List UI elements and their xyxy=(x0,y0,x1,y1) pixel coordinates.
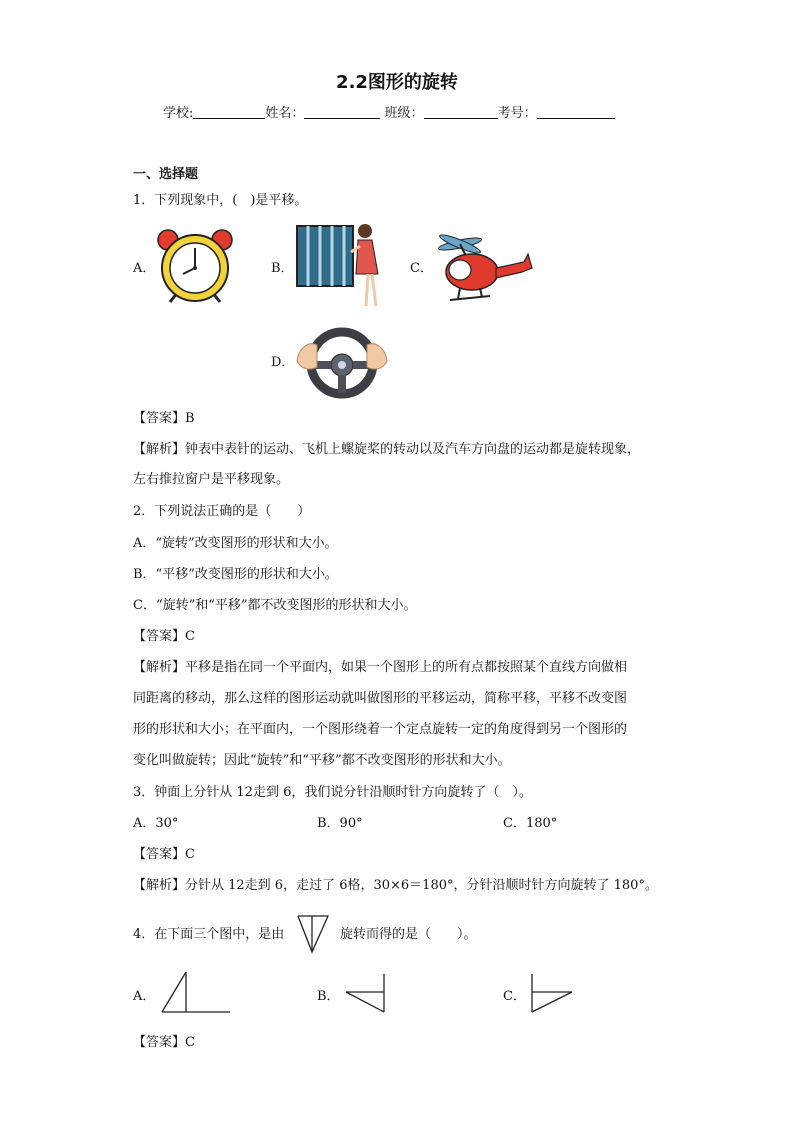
helicopter-icon xyxy=(436,232,536,306)
q3-option-c: C．180° xyxy=(503,816,558,831)
q4-answer: 【答案】C xyxy=(133,1035,195,1050)
q2-analysis-line-1: 【解析】平移是指在同一个平面内，如果一个图形上的所有点都按照某个直线方向做相 xyxy=(133,660,628,675)
school-label: 学校: xyxy=(163,106,194,121)
page-title: 2.2图形的旋转 xyxy=(336,72,458,93)
question-4-stem-part-1: 4．在下面三个图中，是由 xyxy=(133,927,285,942)
q2-analysis-line-2: 同距离的移动，那么这样的图形运动就叫做图形的平移运动，简称平移，平移不改变图 xyxy=(133,691,628,706)
question-3-stem: 3．钟面上分针从 12走到 6，我们说分针沿顺时针方向旋转了（ ）。 xyxy=(133,785,532,800)
exam-no-label: 考号： xyxy=(497,106,537,121)
q1-option-d-label: D． xyxy=(271,355,295,370)
section-heading: 一、选择题 xyxy=(133,167,199,182)
q4-option-b-label: B． xyxy=(317,989,340,1004)
school-blank[interactable] xyxy=(193,106,265,119)
q1-answer: 【答案】B xyxy=(133,411,195,426)
q1-analysis-line-1: 【解析】钟表中表针的运动、飞机上螺旋桨的转动以及汽车方向盘的运动都是旋转现象， xyxy=(133,442,641,457)
question-4-stem-part-2: 旋转而得的是（ ）。 xyxy=(340,927,477,942)
student-info-line xyxy=(163,102,615,121)
q3-option-b: B．90° xyxy=(317,816,363,831)
q2-option-c: C．“旋转”和“平移”都不改变图形的形状和大小。 xyxy=(133,598,417,613)
q1-option-a-label: A． xyxy=(133,261,156,276)
q2-answer: 【答案】C xyxy=(133,629,195,644)
question-2-stem: 2．下列说法正确的是（ ） xyxy=(133,504,311,519)
name-blank[interactable] xyxy=(304,106,380,119)
exam-no-blank[interactable] xyxy=(537,106,615,119)
q4-option-c-shape xyxy=(528,970,578,1016)
q2-option-a: A．“旋转”改变图形的形状和大小。 xyxy=(133,536,338,551)
q1-option-c-label: C． xyxy=(410,261,433,276)
steering-wheel-icon xyxy=(295,325,389,397)
question-1-stem: 1．下列现象中，( )是平移。 xyxy=(133,193,308,208)
q4-reference-shape xyxy=(296,914,330,956)
class-label: 班级： xyxy=(384,106,424,121)
q2-option-b: B．“平移”改变图形的形状和大小。 xyxy=(133,567,338,582)
q1-analysis-line-2: 左右推拉窗户是平移现象。 xyxy=(133,472,290,487)
q3-analysis: 【解析】分针从 12走到 6，走过了 6格，30×6＝180°，分针沿顺时针方向旋转了 180°。 xyxy=(133,878,658,893)
q2-analysis-line-4: 变化叫做旋转；因此“旋转”和“平移”都不改变图形的形状和大小。 xyxy=(133,753,511,768)
q4-option-b-shape xyxy=(342,970,392,1016)
q4-option-a-label: A． xyxy=(133,989,156,1004)
q2-analysis-line-3: 形的形状和大小；在平面内，一个图形绕着一个定点旋转一定的角度得到另一个图形的 xyxy=(133,722,628,737)
q3-answer: 【答案】C xyxy=(133,847,195,862)
name-label: 姓名： xyxy=(265,106,305,121)
sliding-window-icon xyxy=(296,222,392,314)
q3-option-a: A．30° xyxy=(133,816,179,831)
q4-option-a-shape xyxy=(158,970,234,1016)
alarm-clock-icon xyxy=(156,226,234,304)
q4-option-c-label: C． xyxy=(503,989,526,1004)
q1-option-b-label: B． xyxy=(271,261,294,276)
class-blank[interactable] xyxy=(424,106,498,119)
